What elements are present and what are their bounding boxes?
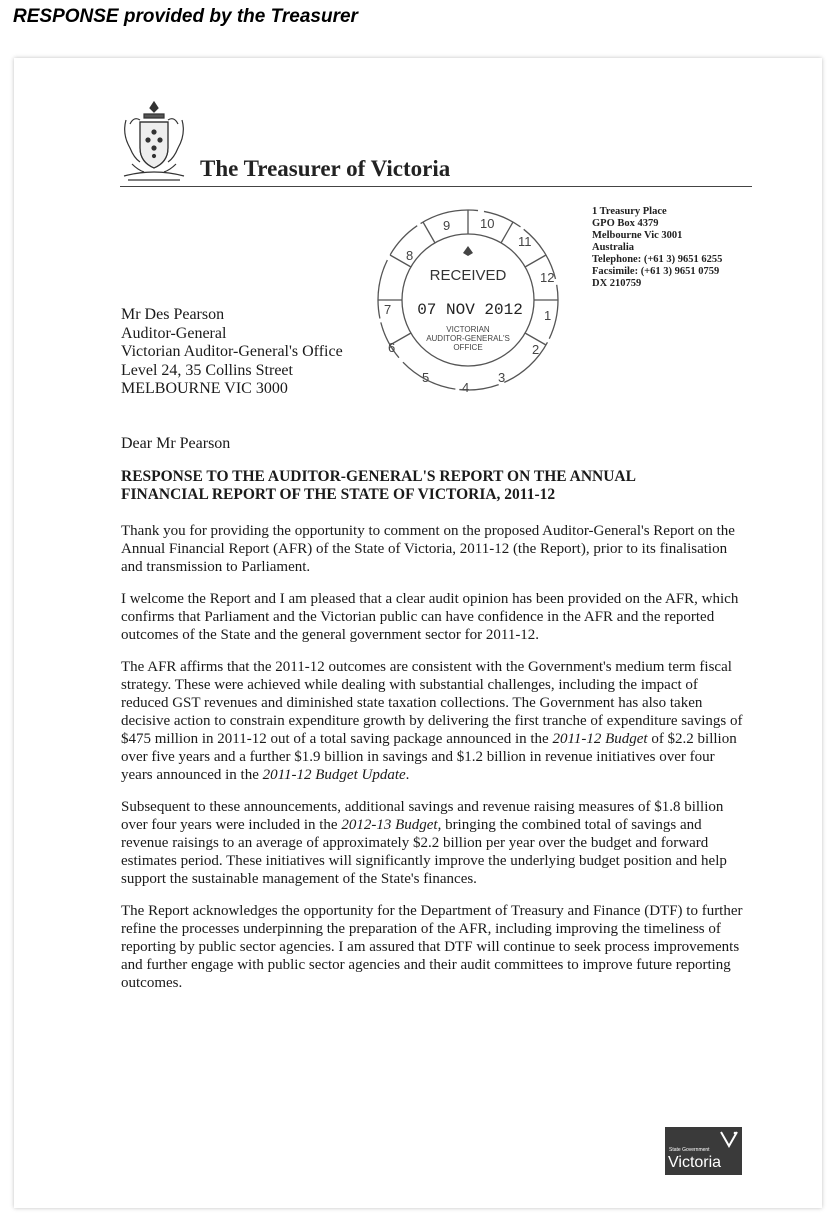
received-stamp <box>370 202 566 398</box>
recipient-line: Auditor-General <box>121 324 227 342</box>
sender-address <box>592 206 722 290</box>
victoria-logo <box>665 1127 742 1175</box>
address-line: Australia <box>592 242 634 253</box>
body-text-run: , bringing the combined total of savings and revenue raisings to an average of approximately $2.2 billion per year over the budget and forward estimates period. These initiatives will significantly improve the underlying budget position and help support the sustainable management of the State's finances. <box>121 817 727 887</box>
victoria-logo-icon <box>719 1130 739 1148</box>
recipient-line: MELBOURNE VIC 3000 <box>121 380 288 397</box>
recipient-line: Level 24, 35 Collins Street <box>121 361 293 379</box>
stamp-number: 7 <box>384 302 392 317</box>
subject-heading <box>121 468 741 504</box>
body-text-run: Subsequent to these announcements, additional savings and revenue raising measures of $1.8 billion over four years were included in the <box>121 799 724 833</box>
page-heading: RESPONSE provided by the Treasurer <box>13 6 358 27</box>
recipient-line: Victorian Auditor-General's Office <box>121 343 343 360</box>
stamp-date: 07 NOV 2012 <box>417 301 523 319</box>
stamp-number: 5 <box>422 370 430 385</box>
address-line: DX 210759 <box>592 278 642 289</box>
body-paragraph <box>121 798 746 888</box>
budget-update-title: 2011-12 Budget Update <box>262 767 406 783</box>
logo-small-text: State Government <box>669 1147 710 1153</box>
address-line: Telephone: (+61 3) 9651 6255 <box>592 254 723 265</box>
stamp-number: 6 <box>388 340 396 355</box>
recipient-line: Mr Des Pearson <box>121 306 225 323</box>
body-paragraph: Thank you for providing the opportunity to comment on the proposed Auditor-General's Report on the Annual Financial Report (AFR) of the State of Victoria, 2011-12 (the Report), prior to its finalisation and transmission to Parliament. <box>121 523 735 575</box>
logo-wordmark: Victoria <box>668 1154 722 1171</box>
stamp-office-line: OFFICE <box>453 343 483 352</box>
body-paragraph: I welcome the Report and I am pleased that a clear audit opinion has been provided on the AFR, which confirms that Parliament and the Victorian public can have confidence in the AFR and the reported outcomes of the State and the general government sector for 2011-12. <box>121 591 739 643</box>
budget-title: 2012-13 Budget <box>341 817 438 833</box>
stamp-number: 4 <box>462 380 470 395</box>
stamp-number: 11 <box>518 234 532 249</box>
subject-line: RESPONSE TO THE AUDITOR-GENERAL'S REPORT ON THE ANNUAL <box>121 468 636 485</box>
stamp-emblem-icon <box>463 246 473 256</box>
letter-page <box>14 58 822 1208</box>
letter-body <box>121 522 746 1006</box>
stamp-received: RECEIVED <box>429 267 507 284</box>
body-paragraph <box>121 658 746 784</box>
address-line: Melbourne Vic 3001 <box>592 230 683 241</box>
stamp-number: 10 <box>480 216 495 231</box>
body-text-run: . <box>405 767 410 783</box>
stamp-number: 12 <box>540 270 555 285</box>
stamp-office-line: AUDITOR-GENERAL'S <box>426 334 510 343</box>
subject-line: FINANCIAL REPORT OF THE STATE OF VICTORIA, 2011-12 <box>121 486 556 503</box>
stamp-number: 3 <box>498 370 506 385</box>
stamp-number: 1 <box>544 308 552 323</box>
address-line: 1 Treasury Place <box>592 206 667 217</box>
body-text-run: of $2.2 billion over five years and a further $1.9 billion in savings and $1.2 billion in revenue initiatives over four years announced in the <box>121 731 737 783</box>
address-line: GPO Box 4379 <box>592 218 659 229</box>
recipient-address <box>121 306 343 399</box>
stamp-number: 9 <box>443 218 451 233</box>
address-line: Facsimile: (+61 3) 9651 0759 <box>592 266 720 277</box>
body-text-run: The AFR affirms that the 2011-12 outcomes are consistent with the Government's medium term fiscal strategy. These were achieved while dealing with substantial challenges, including the impact of reduced GST revenues and diminished state taxation collections. The Government has also taken decisive action to constrain expenditure growth by delivering the first tranche of expenditure savings of $475 million in 2011-12 out of a total saving package announced in the <box>121 659 743 747</box>
letterhead-title: The Treasurer of Victoria <box>200 156 451 181</box>
stamp-office-line: VICTORIAN <box>446 325 490 334</box>
salutation: Dear Mr Pearson <box>121 435 231 452</box>
stamp-number: 2 <box>532 342 540 357</box>
body-paragraph: The Report acknowledges the opportunity for the Department of Treasury and Finance (DTF) to further refine the processes underpinning the preparation of the AFR, including improving the timeliness of reporting by public sector agencies. I am assured that DTF will continue to seek process improvements and further engage with public sector agencies and their audit committees to improve future reporting outcomes. <box>121 903 743 991</box>
budget-title: 2011-12 Budget <box>552 731 648 747</box>
victoria-coat-of-arms-icon <box>118 98 190 184</box>
stamp-number: 8 <box>406 248 414 263</box>
letterhead-rule <box>120 186 752 187</box>
